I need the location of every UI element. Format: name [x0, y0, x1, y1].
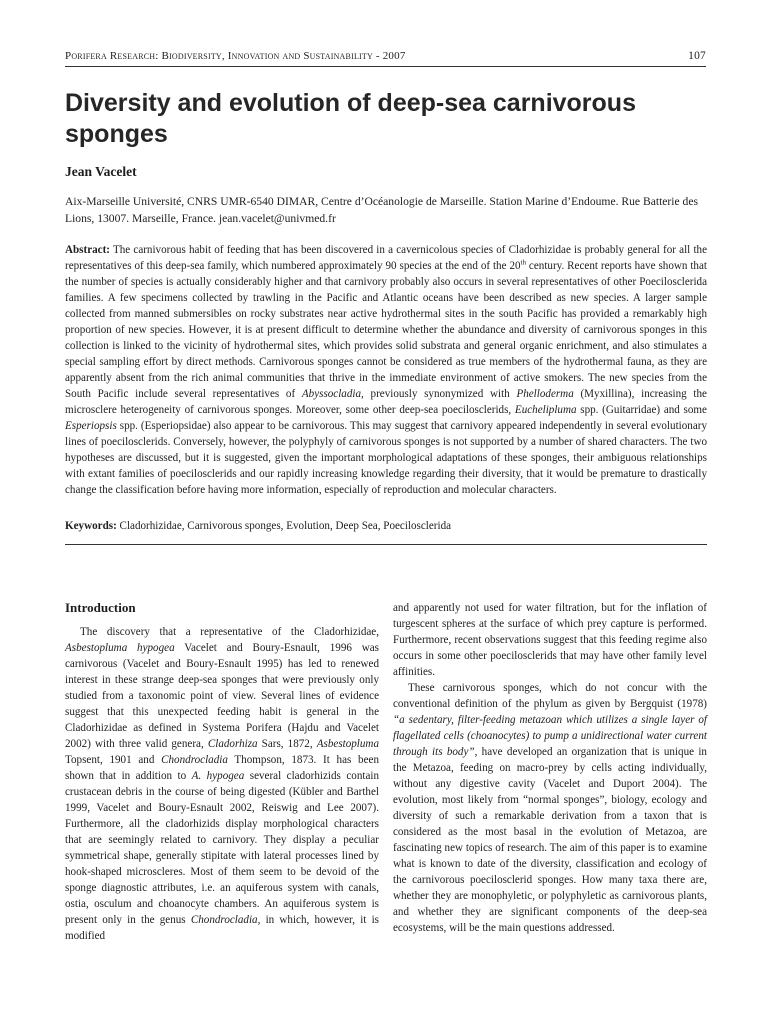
author-name: Jean Vacelet: [65, 164, 137, 179]
keywords-text: Cladorhizidae, Carnivorous sponges, Evolution, Deep Sea, Poecilosclerida: [116, 520, 452, 532]
taxon-name: Chondrocladia: [161, 754, 228, 766]
body-text: These carnivorous sponges, which do not concur with the conventional definition of the phylum as given by Bergquist (1978): [393, 682, 707, 710]
body-text: Sars, 1872,: [257, 738, 317, 750]
taxon-name: Asbestopluma: [316, 738, 379, 750]
abstract-text: spp. (Esperiopsidae) also appear to be carnivorous. This may suggest that carnivory appeared independently in several evolutionary lines of poecilosclerids. Conversely, however, the polyphyly of carnivorous sponges is not supported by a number of shared characters. The two hypotheses are discussed, but it is suggested, given the important morphological adaptations of these sponges, their ambiguous relationships with extant families of poecilosclerids and our rapidly increasing knowledge regarding their diversity, that it would be premature to drastically change the classification before having more information, especially of reproduction and molecular characters.: [65, 420, 707, 496]
taxon-name: Abyssocladia: [301, 388, 362, 400]
abstract-text: (Myxillina), increasing the microsclere heterogeneity of carnivorous sponges. Moreover, some other deep-sea poecilosclerids,: [65, 388, 707, 416]
header-rule: [65, 66, 706, 67]
taxon-name: Chondrocladia: [190, 914, 258, 926]
abstract: [65, 242, 707, 498]
section-heading-introduction: Introduction: [65, 600, 136, 615]
taxon-name: Esperiopsis: [65, 420, 117, 432]
keywords-label: Keywords:: [65, 520, 117, 532]
abstract-text: spp. (Guitarridae) and some: [576, 404, 707, 416]
right-column: [393, 600, 707, 936]
abstract-text: century. Recent reports have shown that the number of species is actually considerably higher and that carnivory probably also occurs in several representatives of other Poecilosclerida families. A few specimens collected by trawling in the Pacific and Atlantic oceans have been described as new species. A larger sample collected from manned submersibles on rocky substrates near active hydrothermal sites in the south Pacific has provided a remarkably high proportion of new species. However, it is at present difficult to determine whether the abundance and diversity of carnivorous sponges in this collection is linked to the vicinity of hydrothermal sites, which provides solid substrata and general organic enrichment, and also stimulates a special sampling effort by direct methods. Carnivorous sponges cannot be considered as true members of the hydrothermal fauna, as they are apparently absent from the rich animal communities that thrive in the immediate environment of active smokers. The new species from the South Pacific include several representatives of: [65, 260, 707, 400]
intro-paragraph-1: [65, 624, 379, 944]
body-text: The discovery that a representative of the Cladorhizidae,: [80, 626, 379, 638]
paper-title: Diversity and evolution of deep-sea carnivorous sponges: [65, 89, 636, 148]
body-text: Topsent, 1901 and: [65, 754, 162, 766]
body-text: Vacelet and Boury-Esnault, 1996 was carnivorous (Vacelet and Boury-Esnault 1995) has led to renewed interest in these strange deep-sea sponges that were previously only studied from a taxonomic point of view. Several lines of evidence suggest that this unexpected feeding habit is general in the Cladorhizidae as defined in Systema Porifera (Hajdu and Vacelet 2002) with three valid genera,: [65, 642, 379, 750]
body-text: Thompson, 1873. It has been shown that in addition to: [65, 754, 379, 782]
taxon-name: Asbestopluma hypogea: [65, 642, 175, 654]
keywords: [65, 518, 707, 534]
left-column: [65, 600, 379, 944]
taxon-name: Phelloderma: [516, 388, 574, 400]
intro-paragraph-2: [393, 680, 707, 936]
intro-paragraph-1-continued: and apparently not used for water filtration, but for the inflation of turgescent spheres at the surface of which prey capture is performed. Furthermore, recent observations suggest that this feeding regime also occurs in some other poecilosclerids that may have other family level affinities.: [393, 602, 707, 678]
taxon-name: Euchelipluma: [514, 404, 577, 416]
body-text: , in which, however, it is modified: [65, 914, 379, 942]
body-text: several cladorhizids contain crustacean debris in the course of being digested (Kübler and Barthel 1999, Vacelet and Boury-Esnault 2002, Reiswig and Lee 2007). Furthermore, all the cladorhizids display morphological characters that are seemingly related to carnivory. They display a peculiar symmetrical shape, generally stipitate with lateral processes lined by hook-shaped microscleres. Most of them seem to be devoid of the sponge diagnostic attributes, i.e. an aquiferous system with canals, ostia, osculum and choanocyte chambers. An aquiferous system is present only in the genus: [65, 770, 379, 926]
body-text: , have developed an organization that is unique in the Metazoa, feeding on macro-prey by cells acting individually, without any digestive cavity (Vacelet and Duport 2004). The evolution, most likely from “normal sponges”, biology, ecology and diversity of such a remarkable derivation from a taxon that is considered as the most basal in the evolution of Metazoa, are fascinating new topics of research. The aim of this paper is to examine what is known to date of the diversity, classification and ecology of the carnivorous poecilosclerid sponges. How many taxa there are, whether they are monophyletic, or polyphyletic as carnivorous plants, and whether they are significant components of the deep-sea ecosystems, will be the main questions addressed.: [393, 746, 707, 934]
abstract-label: Abstract:: [65, 244, 110, 256]
abstract-text: The carnivorous habit of feeding that has been discovered in a cavernicolous species of Cladorhizidae is probably general for all the representatives of this deep-sea family, which numbered approximately 90 species at the end of the 20: [65, 244, 707, 272]
superscript: th: [520, 258, 526, 267]
page-number: 107: [688, 50, 706, 62]
taxon-name: Cladorhiza: [207, 738, 258, 750]
quotation: “a sedentary, filter-feeding metazoan which utilizes a single layer of flagellated cells (choanocytes) to pump a unidirectional water current through its body”: [393, 714, 707, 758]
taxon-name: A. hypogea: [191, 770, 245, 782]
journal-title: Porifera Research: Biodiversity, Innovation and Sustainability - 2007: [65, 50, 406, 62]
abstract-text: , previously synonymized with: [361, 388, 517, 400]
keywords-rule: [65, 544, 707, 545]
author-affiliation: Aix-Marseille Université, CNRS UMR-6540 DIMAR, Centre d’Océanologie de Marseille. Station Marine d’Endoume. Rue Batterie des Lions, 13007. Marseille, France. jean.vacelet@univmed.fr: [65, 195, 699, 225]
